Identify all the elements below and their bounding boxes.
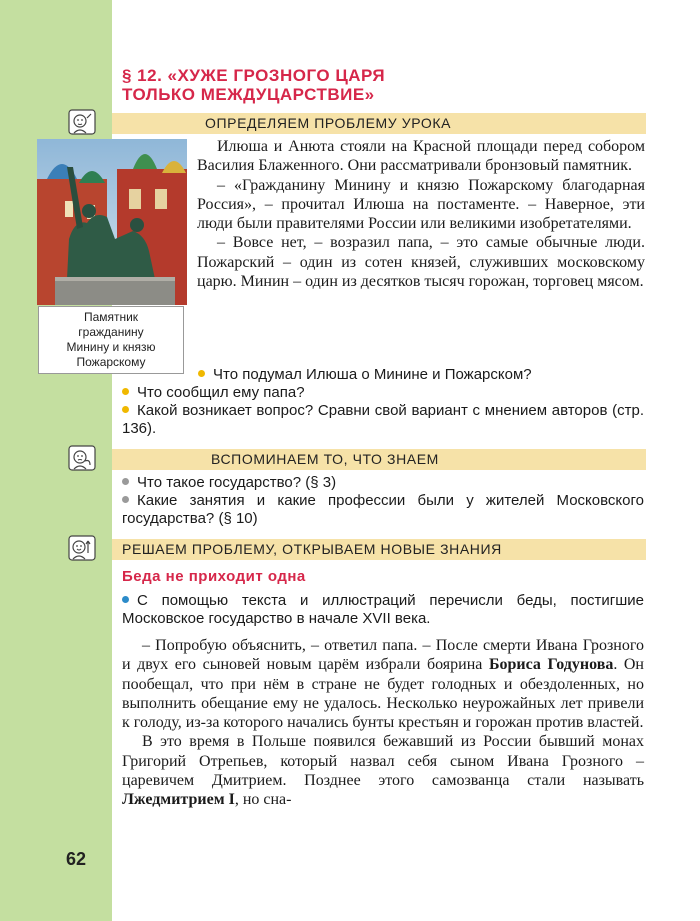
intro-text <box>197 137 645 291</box>
story-text-part: – Попробую объяснить, – ответил папа. – После смерти Ивана Грозного и двух его сыновей новым царём избрали боярина <box>122 637 644 674</box>
question-text: Что сообщил ему папа? <box>137 384 305 401</box>
remembering-child-icon <box>68 445 96 471</box>
section-label-solve: РЕШАЕМ ПРОБЛЕМУ, ОТКРЫВАЕМ НОВЫЕ ЗНАНИЯ <box>122 541 502 557</box>
problem-questions <box>122 366 644 438</box>
recall-questions <box>122 474 644 528</box>
chapter-title <box>122 66 642 104</box>
yellow-bullet-icon <box>122 406 129 413</box>
page-number: 62 <box>66 849 87 869</box>
grey-bullet-icon <box>122 496 129 503</box>
discovering-child-icon <box>68 535 96 561</box>
photo-caption <box>38 306 184 374</box>
question-item <box>122 366 644 384</box>
yellow-bullet-icon <box>198 370 205 377</box>
story-text-part: В это время в Польше появился бежавший из России бывший монах Григорий Отрепьев, который назвал себя сыном Ивана Грозного – царевичем Дмитрием. Позднее этого самозванца стали называть <box>122 733 644 790</box>
caption-line: Пожарскому <box>76 355 146 369</box>
question-item <box>122 384 644 402</box>
question-item <box>122 474 644 492</box>
question-text: Какой возникает вопрос? Сравни свой вариант с мнением авторов (стр. 136). <box>122 402 644 437</box>
intro-paragraph: Илюша и Анюта стояли на Красной площади перед собором Василия Блаженного. Они рассматривали бронзовый памятник. <box>197 138 645 175</box>
caption-line: гражданину <box>78 325 144 339</box>
chapter-title-line-2: ТОЛЬКО МЕЖДУЦАРСТВИЕ» <box>122 85 375 104</box>
subsection-title: Беда не приходит одна <box>122 568 306 585</box>
intro-paragraph: – Вовсе нет, – возразил папа, – это самые обычные люди. Пожарский – один из сотен князей, служивших московскому царю. Минин – один из десятков тысяч горожан, торговец мясом. <box>197 234 645 291</box>
question-text: Что такое государство? (§ 3) <box>137 474 337 491</box>
question-text: Что подумал Илюша о Минине и Пожарском? <box>213 366 532 383</box>
story-paragraph <box>122 636 644 732</box>
section-label-recall: ВСПОМИНАЕМ ТО, ЧТО ЗНАЕМ <box>211 451 439 467</box>
caption-line: Памятник <box>83 310 139 324</box>
story-text-part: . Он пообещал, что при нём в стране не будет голодных и обездоленных, но выполнить обещание ему не удалось. Несколько неурожайных лет привели к голоду, из-за которого начались бунты крестьян и горожан против властей. <box>122 656 644 732</box>
yellow-bullet-icon <box>122 388 129 395</box>
question-item <box>122 402 644 438</box>
bold-term: Лжедмитрием I <box>122 791 235 809</box>
thinking-child-icon <box>68 109 96 135</box>
question-item <box>122 492 644 528</box>
task-text <box>122 592 644 628</box>
chapter-title-line-1: § 12. «ХУЖЕ ГРОЗНОГО ЦАРЯ <box>122 66 386 85</box>
question-text: Какие занятия и какие профессии были у жителей Московского государства? (§ 10) <box>122 492 644 527</box>
monument-photo <box>37 139 187 305</box>
story-text <box>122 636 644 810</box>
blue-bullet-icon <box>122 596 129 603</box>
story-text-part: , но сна- <box>234 791 292 809</box>
bold-term: Бориса Годунова <box>488 656 614 674</box>
story-paragraph <box>122 732 644 809</box>
section-label-problem: ОПРЕДЕЛЯЕМ ПРОБЛЕМУ УРОКА <box>205 115 452 131</box>
intro-paragraph: – «Гражданину Минину и князю Пожарскому благодарная Россия», – прочитал Илюша на постаменте. – Наверное, эти люди были правителями России или великими изобретателями. <box>197 176 645 233</box>
task-item <box>122 592 644 628</box>
caption-line: Минину и князю <box>66 340 156 354</box>
task-content: С помощью текста и иллюстраций перечисли беды, постигшие Московское государство в начале XVII века. <box>122 592 644 627</box>
grey-bullet-icon <box>122 478 129 485</box>
